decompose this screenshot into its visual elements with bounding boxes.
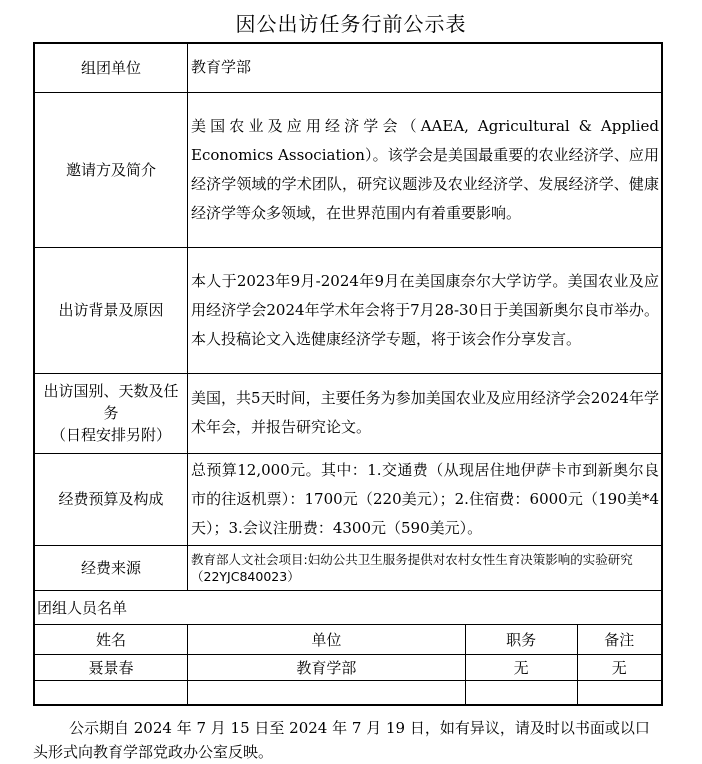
header-remark: 备注 [577,624,662,654]
members-section-row [34,590,662,624]
funding-value: 教育部人文社会项目:妇幼公共卫生服务提供对农村女性生育决策影响的实验研究（22YJC840023） [188,545,662,590]
member-remark: 无 [577,654,662,680]
inviter-value: 美国农业及应用经济学会（AAEA, Agricultural & Applied Economics Association）。该学会是美国最重要的农业经济学、应用经济学领域的学术团队，研究议题涉及农业经济学、发展经济学、健康经济学等众多领域，在世界范围内有着重要影响。 [188,92,662,247]
table-row [34,654,662,680]
member-position: 无 [465,654,577,680]
org-label: 组团单位 [34,43,188,92]
destination-row [34,373,662,453]
inviter-row [34,92,662,247]
empty-cell [465,680,577,705]
budget-value: 总预算12,000元。其中：1.交通费（从现居住地伊萨卡市到新奥尔良市的往返机票）：1700元（220美元）；2.住宿费：6000元（190美*4天）；3.会议注册费：4300元（590美元）。 [188,453,662,545]
org-row [34,43,662,92]
background-value: 本人于2023年9月-2024年9月在美国康奈尔大学访学。美国农业及应用经济学会2024年学术年会将于7月28-30日于美国新奥尔良市举办。本人投稿论文入选健康经济学专题，将于该会作分享发言。 [188,247,662,373]
page-title: 因公出访任务行前公示表 [235,12,467,36]
members-section-label: 团组人员名单 [34,590,662,624]
funding-row [34,545,662,590]
destination-label-note: （日程安排另附） [51,426,172,444]
budget-row [34,453,662,545]
disclosure-table [33,42,663,706]
background-label: 出访背景及原因 [34,247,188,373]
org-value: 教育学部 [188,43,662,92]
members-header-row [34,624,662,654]
destination-value: 美国，共5天时间，主要任务为参加美国农业及应用经济学会2024年学术年会，并报告研究论文。 [188,373,662,453]
header-unit: 单位 [188,624,466,654]
funding-label: 经费来源 [34,545,188,590]
member-name: 聂景春 [34,654,188,680]
destination-label [34,373,188,453]
inviter-label: 邀请方及简介 [34,92,188,247]
notice-footer: 公示期自 2024 年 7 月 15 日至 2024 年 7 月 19 日，如有异议，请及时以书面或以口头形式向教育学部党政办公室反映。 [33,719,650,761]
empty-row [34,680,662,705]
budget-label: 经费预算及构成 [34,453,188,545]
empty-cell [577,680,662,705]
header-position: 职务 [465,624,577,654]
empty-cell [188,680,466,705]
background-row [34,247,662,373]
empty-cell [34,680,188,705]
member-unit: 教育学部 [188,654,466,680]
destination-label-main: 出访国别、天数及任务 [43,382,179,422]
header-name: 姓名 [34,624,188,654]
